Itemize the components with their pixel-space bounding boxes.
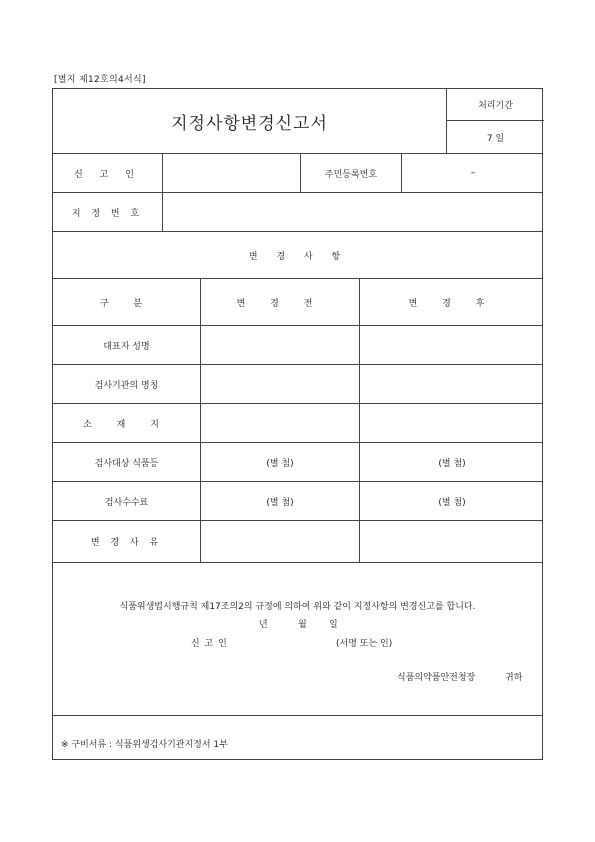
table-row — [53, 482, 542, 521]
date-month: 월 — [298, 620, 307, 630]
column-header-after: 변 경 후 — [408, 298, 496, 309]
before-value[interactable]: (별 첨) — [201, 443, 360, 481]
processing-period-label: 처리기간 — [447, 89, 544, 121]
row-label: 검사기관의 명칭 — [53, 365, 201, 403]
resident-number-field[interactable]: – — [470, 168, 476, 178]
date-day: 일 — [329, 620, 338, 630]
report-form — [52, 88, 543, 760]
before-value[interactable] — [201, 521, 360, 562]
designation-number-field[interactable] — [163, 193, 544, 231]
after-value[interactable] — [360, 521, 544, 562]
after-value[interactable] — [360, 326, 544, 364]
declaration-statement: 식품위생법시행규칙 제17조의2의 규정에 의하여 위와 같이 지정사항의 변경신고를 합니다. — [119, 602, 476, 612]
after-value[interactable]: (별 첨) — [438, 458, 466, 469]
table-row — [53, 443, 542, 482]
row-label: 소 재 지 — [53, 404, 201, 442]
column-header-category: 구 분 — [53, 279, 201, 325]
signer-label: 신 고 인 — [191, 639, 228, 649]
after-value[interactable] — [360, 404, 544, 442]
row-label: 대표자 성명 — [53, 326, 201, 364]
designation-number-label: 지 정 번 호 — [53, 193, 163, 231]
processing-period-value: 7 일 — [486, 134, 505, 144]
changes-header: 변 경 사 항 — [248, 251, 349, 262]
column-header-before: 변 경 전 — [201, 279, 360, 325]
form-number-label: [별지 제12호의4서식] — [54, 75, 146, 85]
addressee-suffix: 귀하 — [505, 673, 523, 683]
before-value[interactable] — [201, 365, 360, 403]
date-year: 년 — [259, 620, 268, 630]
after-value[interactable] — [360, 365, 544, 403]
before-value[interactable] — [201, 326, 360, 364]
title-row — [53, 89, 542, 154]
after-value[interactable]: (별 첨) — [438, 497, 466, 508]
form-title: 지정사항변경신고서 — [53, 89, 447, 153]
table-row — [53, 365, 542, 404]
resident-number-label: 주민등록번호 — [301, 154, 402, 192]
changes-header-row — [53, 232, 542, 279]
addressee: 식품의약품안전청장 — [397, 673, 476, 683]
table-row — [53, 404, 542, 443]
declaration-section — [53, 563, 542, 716]
signature-note: (서명 또는 인) — [336, 639, 393, 649]
row-label: 검사수수료 — [53, 482, 201, 520]
row-label: 변 경 사 유 — [53, 521, 201, 562]
table-row — [53, 521, 542, 563]
before-value[interactable] — [201, 404, 360, 442]
table-header-row — [53, 279, 542, 326]
applicant-row — [53, 154, 542, 193]
row-label: 검사대상 식품등 — [53, 443, 201, 481]
applicant-name-field[interactable] — [163, 154, 301, 192]
before-value[interactable]: (별 첨) — [201, 482, 360, 520]
required-documents-note: ※ 구비서류 : 식품위생검사기관지정서 1부 — [61, 740, 228, 750]
table-row — [53, 326, 542, 365]
applicant-label: 신 고 인 — [53, 154, 163, 192]
designation-row — [53, 193, 542, 232]
